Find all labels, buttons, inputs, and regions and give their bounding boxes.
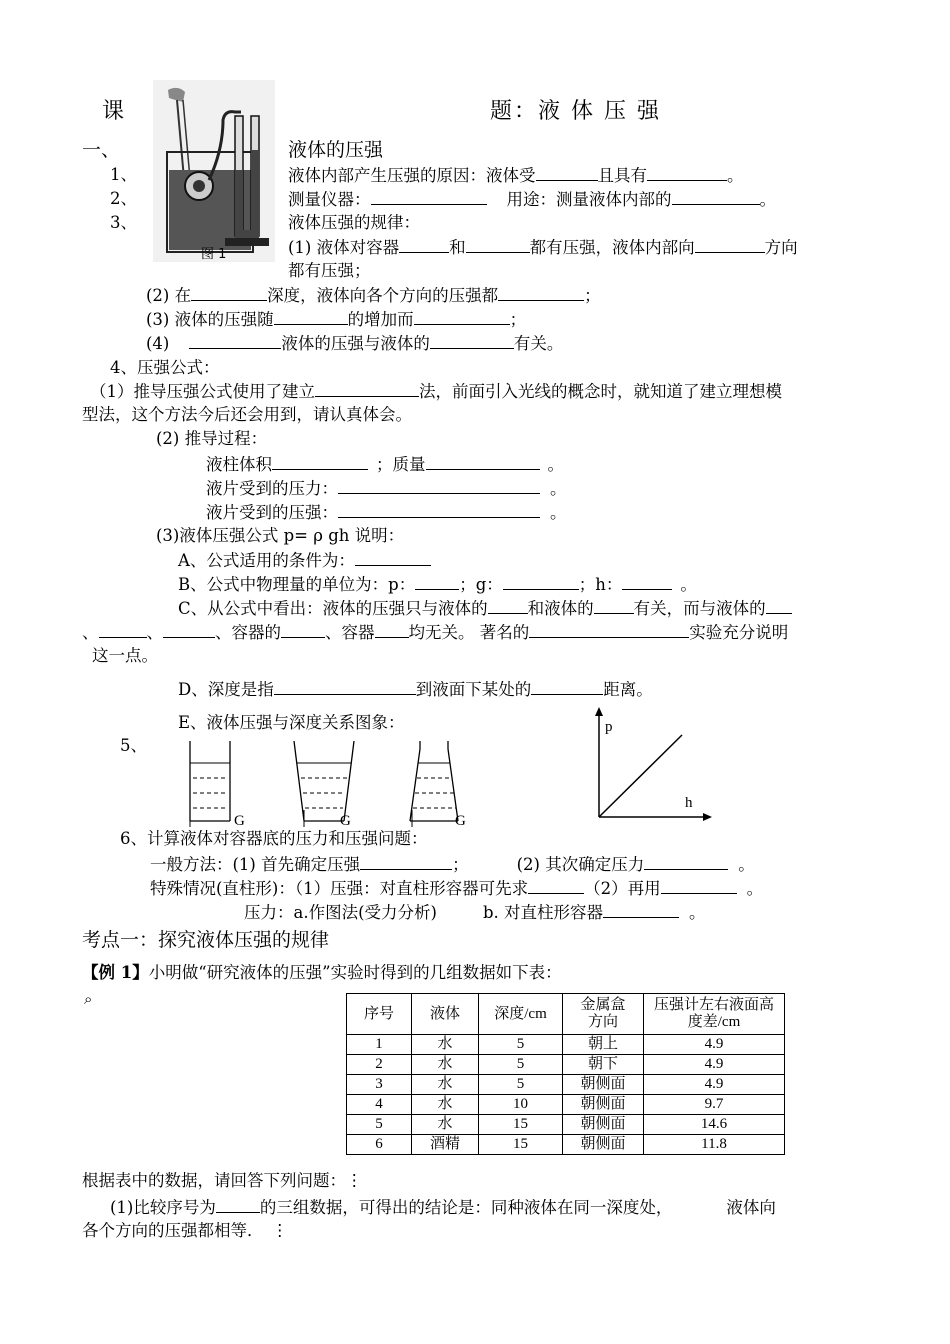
example-1-line bbox=[82, 962, 562, 984]
item-2-text-a: 测量仪器： bbox=[288, 190, 371, 209]
questions-intro-line bbox=[82, 1170, 363, 1192]
point-D-line bbox=[178, 678, 653, 701]
section-1-heading: 液体的压强 bbox=[288, 139, 384, 161]
formula-p1-text-b: 法，前面引入光线的概念时，就知道了建立理想模 bbox=[419, 382, 782, 401]
h-axis-arrow bbox=[703, 813, 712, 821]
item-2-text-b: 用途：测量液体内部的 bbox=[506, 190, 672, 209]
section-6-heading: 6、计算液体对容器底的压力和压强问题： bbox=[120, 829, 428, 848]
table-row bbox=[347, 1135, 785, 1155]
example-1-text: 小明做“研究液体的压强”实验时得到的几组数据如下表： bbox=[148, 963, 562, 982]
cell-direction: 朝侧面 bbox=[563, 1135, 644, 1155]
item-2-text-c: 。 bbox=[759, 190, 776, 209]
point-C-line bbox=[178, 597, 792, 620]
cell-number: 3 bbox=[347, 1075, 412, 1095]
cell-liquid: 酒精 bbox=[412, 1135, 479, 1155]
point-B-text-d: 。 bbox=[680, 575, 697, 594]
point-B-text-a: B、公式中物理量的单位为：p： bbox=[178, 575, 416, 594]
rule-4-line bbox=[146, 332, 563, 355]
question-1-text-a: (1)比较序号为 bbox=[110, 1198, 216, 1217]
col-header-depth: 深度/cm bbox=[479, 994, 563, 1035]
cell-liquid: 水 bbox=[412, 1055, 479, 1075]
point-E-line: E、液体压强与深度关系图象： bbox=[178, 713, 405, 732]
force-label: 液片受到的压力： bbox=[206, 479, 338, 498]
formula-p1-line-2: 型法，这个方法今后还会用到，请认真体会。 bbox=[82, 405, 412, 424]
point-C-line-2 bbox=[82, 621, 788, 644]
formula-p1-text-a: （1）推导压强公式使用了建立 bbox=[90, 382, 315, 401]
question-1-text-d: 各个方向的压强都相等． bbox=[82, 1221, 264, 1240]
formula-p3: (3)液体压强公式 p= ρ gh 说明： bbox=[156, 526, 405, 545]
h-axis-label: h bbox=[685, 795, 693, 811]
point-C-text-h: 均无关。 著名的 bbox=[408, 623, 530, 642]
cell-liquid: 水 bbox=[412, 1095, 479, 1115]
point-C-text-b: 和液体的 bbox=[527, 599, 594, 618]
kaodian-heading: 考点一：探究液体压强的规律 bbox=[82, 929, 330, 951]
point-C-text-a: C、从公式中看出：液体的压强只与液体的 bbox=[178, 599, 488, 618]
point-C-text-g: 、容器 bbox=[325, 623, 375, 642]
volume-line-end: 。 bbox=[547, 455, 564, 474]
formula-p2: (2) 推导过程： bbox=[156, 429, 268, 448]
general-method-line bbox=[150, 853, 755, 876]
cell-number: 4 bbox=[347, 1095, 412, 1115]
section-5-number: 5、 bbox=[120, 736, 147, 755]
item-1-line bbox=[288, 164, 744, 187]
p-axis-label: p bbox=[605, 719, 613, 735]
colon-mark-icon-2: ⋮ bbox=[271, 1221, 288, 1240]
cell-liquid: 水 bbox=[412, 1035, 479, 1055]
rule-2-text-c: ； bbox=[584, 286, 601, 305]
cell-height-diff: 4.9 bbox=[644, 1035, 785, 1055]
rule-1-line bbox=[288, 236, 798, 259]
point-A-line bbox=[178, 549, 431, 572]
cell-number: 6 bbox=[347, 1135, 412, 1155]
pressure-line-end: 。 bbox=[550, 503, 567, 522]
col-header-height-diff bbox=[644, 994, 785, 1035]
point-D-text-a: D、深度是指 bbox=[178, 680, 274, 699]
table-row bbox=[347, 1035, 785, 1055]
containers-figure bbox=[180, 735, 470, 830]
cell-liquid: 水 bbox=[412, 1075, 479, 1095]
p-h-graph bbox=[590, 705, 720, 825]
figure-1-caption: 图 1 bbox=[201, 247, 227, 262]
force-method-a: 压力：a.作图法(受力分析) bbox=[244, 903, 437, 922]
col-header-liquid: 液体 bbox=[412, 994, 479, 1035]
table-row bbox=[347, 1095, 785, 1115]
point-C-text-d: 、 bbox=[82, 623, 99, 642]
example-1-label: 【例 1】 bbox=[82, 963, 149, 982]
p-axis-arrow bbox=[595, 707, 603, 716]
special-case-text-a: 特殊情况(直柱形)：（1）压强：对直柱形容器可先求 bbox=[150, 879, 529, 898]
question-1-line-2 bbox=[82, 1220, 288, 1242]
container-straight bbox=[190, 741, 245, 829]
point-D-text-b: 到液面下某处的 bbox=[415, 680, 532, 699]
cell-height-diff: 11.8 bbox=[644, 1135, 785, 1155]
cell-height-diff: 9.7 bbox=[644, 1095, 785, 1115]
rule-3-text-c: ； bbox=[509, 310, 527, 329]
item-1-text-a: 液体内部产生压强的原因：液体受 bbox=[288, 166, 536, 185]
col-header-height-diff-text: 压强计左右液面高度差/cm bbox=[653, 997, 774, 1030]
rule-3-text-b: 的增加而 bbox=[347, 310, 414, 329]
cell-depth: 5 bbox=[479, 1035, 563, 1055]
pressure-line bbox=[206, 501, 567, 524]
table-row bbox=[347, 1055, 785, 1075]
item-1-text-c: 。 bbox=[727, 166, 744, 185]
data-table bbox=[346, 993, 785, 1155]
force-method-b: b. 对直柱形容器 bbox=[482, 903, 604, 922]
cell-direction: 朝侧面 bbox=[563, 1095, 644, 1115]
rule-2-line bbox=[146, 284, 601, 307]
pressure-label: 液片受到的压强： bbox=[206, 503, 338, 522]
container-narrow-top bbox=[410, 741, 466, 829]
rule-1-text-b: 和 bbox=[449, 238, 466, 257]
section-1-number: 一、 bbox=[82, 139, 121, 161]
cell-height-diff: 4.9 bbox=[644, 1075, 785, 1095]
rule-3-line bbox=[146, 308, 526, 331]
pressure-force-line bbox=[244, 901, 706, 924]
point-C-text-i: 实验充分说明 bbox=[689, 623, 789, 642]
rule-2-text-b: 深度，液体向各个方向的压强都 bbox=[267, 286, 499, 305]
point-C-line-3: 这一点。 bbox=[92, 646, 158, 665]
col-header-direction-text: 金属盒方向 bbox=[580, 997, 626, 1030]
cell-depth: 15 bbox=[479, 1135, 563, 1155]
cell-direction: 朝侧面 bbox=[563, 1115, 644, 1135]
col-header-number: 序号 bbox=[347, 994, 412, 1035]
point-D-text-c: 距离。 bbox=[603, 680, 653, 699]
table-row bbox=[347, 1115, 785, 1135]
cell-depth: 5 bbox=[479, 1055, 563, 1075]
container-1-g-label: G bbox=[234, 813, 245, 829]
rule-1-line-2: 都有压强； bbox=[288, 261, 371, 280]
page-title: 题：液 体 压 强 bbox=[490, 99, 661, 124]
rule-1-text-d: 方向 bbox=[764, 238, 798, 257]
item-3-text: 液体压强的规律： bbox=[288, 213, 420, 232]
volume-label: 液柱体积 bbox=[206, 455, 272, 474]
cell-liquid: 水 bbox=[412, 1115, 479, 1135]
figure-1-apparatus bbox=[153, 80, 275, 262]
cell-number: 5 bbox=[347, 1115, 412, 1135]
questions-intro: 根据表中的数据，请回答下列问题： bbox=[82, 1171, 346, 1190]
general-method-text-d: 。 bbox=[738, 855, 755, 874]
item-1-text-b: 且具有 bbox=[597, 166, 647, 185]
question-1-line bbox=[110, 1196, 776, 1219]
question-1-text-c: 液体向 bbox=[726, 1198, 776, 1217]
point-A-text: A、公式适用的条件为： bbox=[178, 551, 355, 570]
volume-line bbox=[206, 453, 564, 476]
rule-1-text-a: (1) 液体对容器 bbox=[288, 238, 400, 257]
container-wide-top bbox=[294, 741, 354, 829]
cell-depth: 15 bbox=[479, 1115, 563, 1135]
force-line bbox=[206, 477, 567, 500]
table-row bbox=[347, 1075, 785, 1095]
mass-label: ；质量 bbox=[376, 455, 426, 474]
section-4-heading: 4、压强公式： bbox=[110, 358, 220, 377]
col-header-direction bbox=[563, 994, 644, 1035]
special-case-line bbox=[150, 877, 763, 900]
point-B-line bbox=[178, 573, 697, 596]
point-B-text-b: ；g： bbox=[459, 575, 503, 594]
p-h-line bbox=[599, 735, 682, 817]
rule-3-text-a: (3) 液体的压强随 bbox=[146, 310, 274, 329]
cell-direction: 朝侧面 bbox=[563, 1075, 644, 1095]
table-header-row bbox=[347, 994, 785, 1035]
item-1-number: 1、 bbox=[110, 165, 137, 184]
item-3-number: 3、 bbox=[110, 213, 137, 232]
point-C-text-e: 、 bbox=[146, 623, 163, 642]
title-left: 课 bbox=[102, 99, 127, 124]
force-method-c: 。 bbox=[689, 903, 706, 922]
cell-direction: 朝上 bbox=[563, 1035, 644, 1055]
rule-4-text-b: 液体的压强与液体的 bbox=[281, 334, 430, 353]
point-C-text-c: 有关，而与液体的 bbox=[633, 599, 766, 618]
special-case-text-b: （2）再用 bbox=[584, 879, 661, 898]
cell-depth: 10 bbox=[479, 1095, 563, 1115]
cell-number: 1 bbox=[347, 1035, 412, 1055]
cell-height-diff: 14.6 bbox=[644, 1115, 785, 1135]
general-method-text-a: 一般方法：(1) 首先确定压强 bbox=[150, 855, 361, 874]
example-mark-icon: ⌕ bbox=[84, 990, 93, 1008]
colon-mark-icon: ⋮ bbox=[346, 1171, 363, 1190]
rule-1-text-c: 都有压强，液体内部向 bbox=[529, 238, 695, 257]
rule-4-text-c: 有关。 bbox=[513, 334, 564, 353]
item-2-number: 2、 bbox=[110, 189, 137, 208]
general-method-text-c: (2) 其次确定压力 bbox=[516, 855, 645, 874]
cell-height-diff: 4.9 bbox=[644, 1055, 785, 1075]
special-case-text-c: 。 bbox=[746, 879, 764, 898]
cell-depth: 5 bbox=[479, 1075, 563, 1095]
formula-p1-line bbox=[90, 380, 782, 403]
general-method-text-b: ； bbox=[452, 855, 469, 874]
item-2-line bbox=[288, 188, 776, 211]
container-3-g-label: G bbox=[455, 813, 466, 829]
cell-direction: 朝下 bbox=[563, 1055, 644, 1075]
cell-number: 2 bbox=[347, 1055, 412, 1075]
point-B-text-c: ；h： bbox=[578, 575, 623, 594]
force-line-end: 。 bbox=[550, 479, 567, 498]
point-C-text-f: 、容器的 bbox=[215, 623, 281, 642]
rule-4-text-a: (4) bbox=[146, 334, 170, 353]
rule-2-text-a: (2) 在 bbox=[146, 286, 192, 305]
question-1-text-b: 的三组数据，可得出的结论是：同种液体在同一深度处， bbox=[259, 1198, 673, 1217]
container-2-g-label: G bbox=[340, 813, 351, 829]
